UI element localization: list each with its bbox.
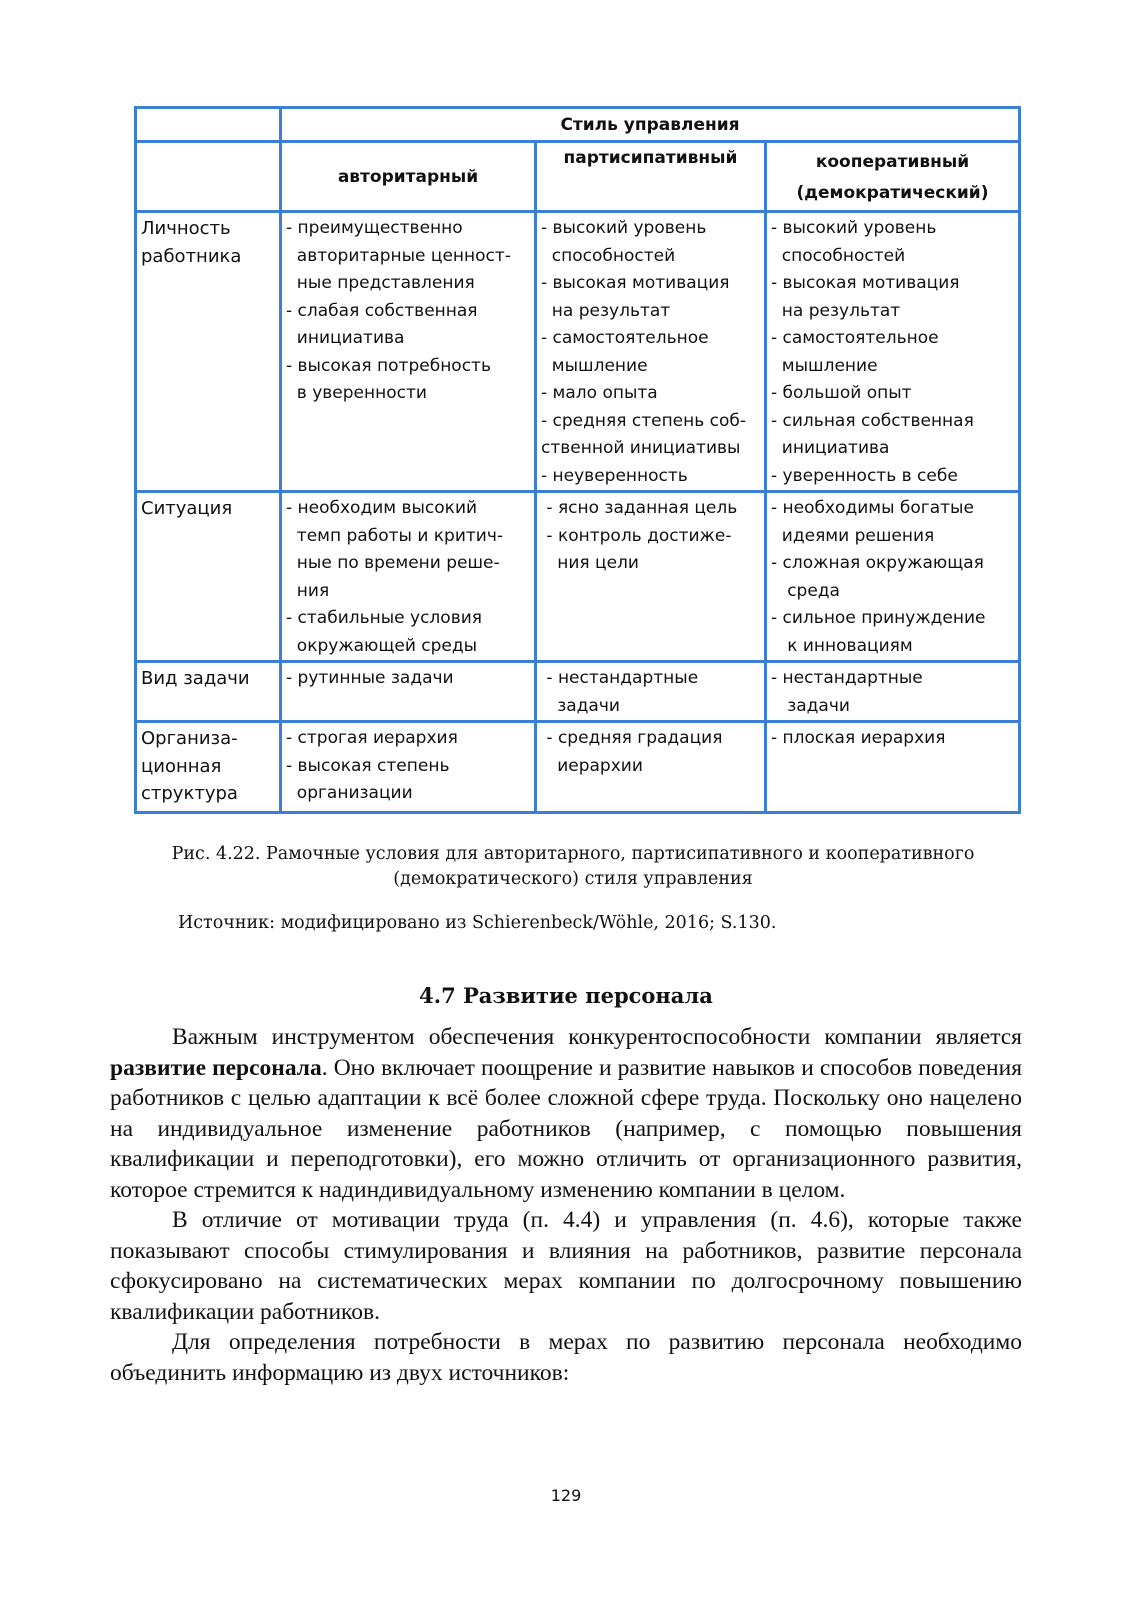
cell-line: способностей [541, 245, 676, 266]
cell-line: - большой опыт [771, 383, 912, 403]
cell-line: - высокий уровень [771, 218, 937, 238]
table-cell [536, 662, 766, 722]
cell-line: иерархии [541, 755, 643, 776]
cell-line: - плоская иерархия [771, 728, 946, 748]
cell-line: - неуверенность [541, 465, 688, 486]
cell-line: к инновациям [771, 635, 913, 656]
page-number: 129 [550, 1486, 582, 1505]
row-label: Ситуация [136, 492, 281, 662]
column-header-label: партисипативный [563, 148, 738, 168]
cell-line: авторитарные ценност- [286, 245, 511, 266]
cell-line: мышление [771, 355, 878, 376]
cell-line: - сильное принуждение [771, 608, 986, 628]
table-cell [766, 722, 1020, 813]
paragraph-text: Для определения потребности в мерах по развитию персонала необходимо объединить информацию из двух источников: [110, 1329, 1022, 1386]
leadership-style-table [134, 106, 1021, 814]
key-term: развитие персонала [110, 1054, 322, 1081]
cell-line: - слабая собственная [286, 300, 478, 321]
paragraph-text: Важным инструментом обеспечения конкурентоспособности компании является [172, 1024, 1022, 1050]
figure-caption-line: (демократического) стиля управления [393, 869, 753, 889]
table-row [136, 722, 1020, 813]
table-row [136, 212, 1020, 492]
table-cell [536, 492, 766, 662]
cell-line: - высокая мотивация [541, 273, 730, 293]
table-cell [766, 492, 1020, 662]
figure-caption [130, 842, 1016, 892]
cell-line: темп работы и критич- [286, 525, 504, 546]
cell-line: - рутинные задачи [286, 668, 454, 688]
cell-line: ния [286, 580, 330, 601]
cell-line: - сложная окружающая [771, 553, 984, 573]
table-group-header: Стиль управления [281, 108, 1020, 142]
paragraph-text: В отличие от мотивации труда (п. 4.4) и управления (п. 4.6), которые также показывают способы стимулирования и влияния на работников, развитие персонала сфокусировано на систематических мерах компании по долгосрочному повышению квалификации работников. [110, 1207, 1022, 1325]
cell-line: - высокая степень [286, 755, 450, 776]
cell-line: - средняя степень соб- [541, 410, 747, 431]
cell-line: - преимущественно [286, 218, 463, 238]
corner-cell [136, 108, 281, 142]
cell-line: - ясно заданная цель [541, 498, 738, 518]
figure-source: Источник: модифицировано из Schierenbeck/Wöhle, 2016; S.130. [178, 913, 777, 933]
paragraph [110, 1022, 1022, 1205]
column-header-cooperative [766, 142, 1020, 212]
cell-line: задачи [771, 695, 850, 716]
cell-line: - уверенность в себе [771, 465, 958, 486]
cell-line: - сильная собственная [771, 410, 974, 431]
table-column-header-row [136, 142, 1020, 212]
cell-line: организации [286, 783, 413, 803]
section-heading: 4.7 Развитие персонала [419, 983, 713, 1008]
cell-line: ственной инициативы [541, 438, 741, 458]
cell-line: идеями решения [771, 525, 935, 546]
cell-line: - нестандартные [771, 668, 923, 688]
cell-line: - самостоятельное [771, 328, 939, 348]
cell-line: на результат [541, 300, 671, 321]
cell-line: окружающей среды [286, 635, 478, 656]
cell-line: инициатива [286, 328, 405, 348]
cell-line: в уверенности [286, 383, 427, 403]
cell-line: - строгая иерархия [286, 728, 458, 748]
cell-line: - нестандартные [541, 668, 699, 688]
cell-line: задачи [541, 695, 620, 716]
cell-line: ные представления [286, 273, 475, 293]
figure-caption-line: Рис. 4.22. Рамочные условия для авторитарного, партисипативного и кооперативного [171, 844, 975, 864]
cell-line: - мало опыта [541, 383, 658, 403]
table-group-header-row [136, 108, 1020, 142]
column-header-label: авторитарный [337, 166, 479, 187]
column-header-authoritarian [281, 142, 536, 212]
table-cell [281, 722, 536, 813]
cell-line: - необходим высокий [286, 498, 478, 518]
table-cell [766, 212, 1020, 492]
row-label: Организа- ционная структура [136, 722, 281, 813]
row-label: Личность работника [136, 212, 281, 492]
table-cell [281, 492, 536, 662]
table-cell [281, 662, 536, 722]
row-label: Вид задачи [136, 662, 281, 722]
cell-line: среда [771, 580, 840, 601]
table-cell [536, 722, 766, 813]
cell-line: - высокая мотивация [771, 273, 960, 293]
cell-line: ния цели [541, 553, 639, 573]
table-row [136, 492, 1020, 662]
cell-line: - стабильные условия [286, 608, 482, 628]
table-cell [536, 212, 766, 492]
corner-cell-2 [136, 142, 281, 212]
cell-line: мышление [541, 355, 648, 376]
column-header-participative [536, 142, 766, 212]
table-cell [281, 212, 536, 492]
cell-line: - высокая потребность [286, 355, 491, 376]
table-row [136, 662, 1020, 722]
paragraph [110, 1327, 1022, 1388]
cell-line: - контроль достиже- [541, 525, 732, 546]
column-header-label: кооперативный (демократический) [796, 151, 989, 203]
cell-line: способностей [771, 245, 906, 266]
cell-line: инициатива [771, 438, 890, 458]
cell-line: - необходимы богатые [771, 498, 974, 518]
table-cell [766, 662, 1020, 722]
cell-line: - высокий уровень [541, 218, 707, 238]
body-text [110, 1022, 1022, 1388]
cell-line: ные по времени реше- [286, 553, 500, 573]
cell-line: - самостоятельное [541, 328, 709, 348]
cell-line: - средняя градация [541, 728, 723, 748]
paragraph-text: . Оно включает поощрение и развитие навыков и способов поведения работников с целью адаптации к всё более сложной сфере труда. Поскольку оно нацелено на индивидуальное изменение работников (например, с помощью повышения квалификации и переподготовки), его можно отличить от организационного развития, которое стремится к надиндивидуальному изменению компании в целом. [110, 1054, 1023, 1203]
cell-line: на результат [771, 300, 901, 321]
paragraph [110, 1205, 1022, 1327]
